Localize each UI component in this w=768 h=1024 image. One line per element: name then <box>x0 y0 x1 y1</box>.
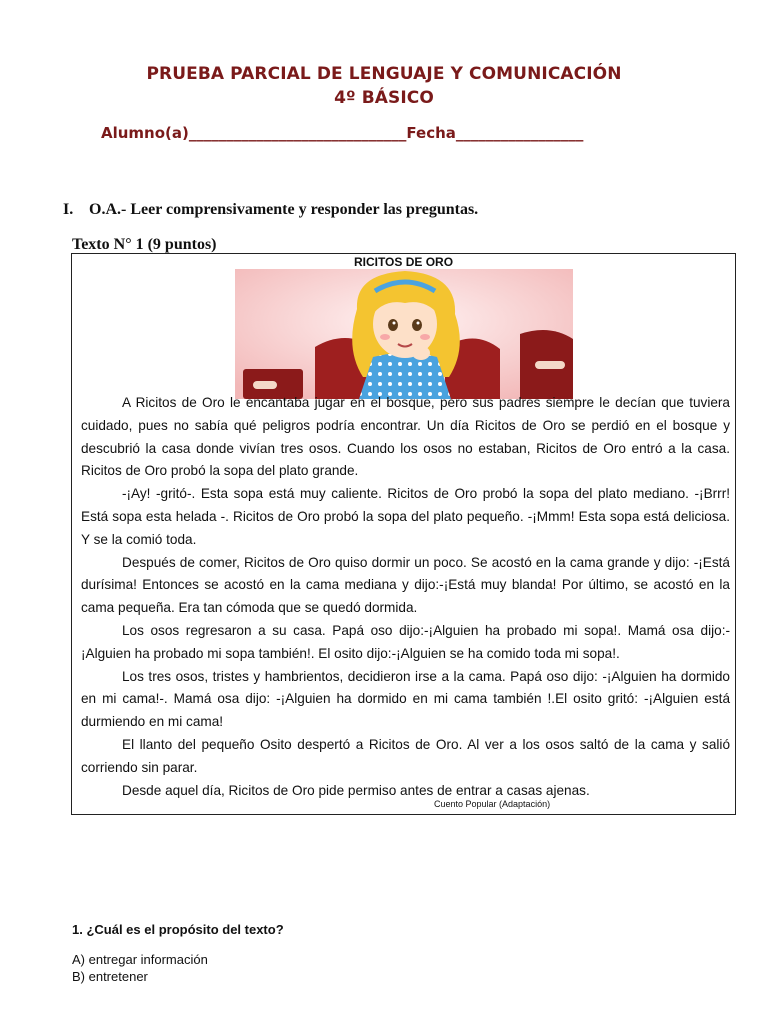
date-label: Fecha <box>406 124 456 142</box>
grade-subtitle: 4º BÁSICO <box>334 88 434 108</box>
goldilocks-illustration <box>235 269 573 399</box>
story-paragraph: A Ricitos de Oro le encantaba jugar en el bosque, pero sus padres siempre le decían que tuviera cuidado, pues no sabía qué peligros podría encontrar. Un día Ricitos de Oro se perdió en el bosque y descubrió la casa donde vivían tres osos. Cuando los osos no estaban, Ricitos de Oro entró a la casa. Ricitos de Oro probó la sopa del plato grande. <box>81 395 730 479</box>
story-paragraph: Desde aquel día, Ricitos de Oro pide permiso antes de entrar a casas ajenas. <box>122 782 590 798</box>
story-paragraph: Los osos regresaron a su casa. Papá oso dijo:-¡Alguien ha probado mi sopa!. Mamá osa dijo:-¡Alguien ha probado mi sopa también!. El osito dijo:-¡Alguien se ha comido toda mi sopa!. <box>81 622 730 661</box>
section-text: O.A.- Leer comprensivamente y responder las preguntas. <box>89 201 479 218</box>
story-paragraph: Los tres osos, tristes y hambrientos, decidieron irse a la cama. Papá oso dijo: -¡Alguien ha dormido en mi cama!-. Mamá osa dijo: -¡Alguien ha dormido en mi cama también !.El osito gritó: -¡Alguien está durmiendo en mi cama! <box>81 668 730 730</box>
section-number: I. <box>63 201 74 218</box>
text-label: Texto N° 1 (9 puntos) <box>72 236 217 253</box>
story-paragraph: Después de comer, Ricitos de Oro quiso dormir un poco. Se acostó en la cama grande y dijo: -¡Está durísima! Entonces se acostó en la cama mediana y dijo:-¡Está muy blanda! Por último, se acostó en la cama pequeña. Era tan cómoda que se quedó dormida. <box>81 554 730 616</box>
story-text <box>81 392 730 802</box>
student-label: Alumno(a) <box>101 124 189 142</box>
section-heading <box>63 201 478 219</box>
story-paragraph: -¡Ay! -gritó-. Esta sopa está muy caliente. Ricitos de Oro probó la sopa del plato mediano. -¡Brrr! Está sopa esta helada -. Ricitos de Oro probó la sopa del plato pequeño. -¡Mmm! Esta sopa está deliciosa. Y se la comió toda. <box>81 486 730 547</box>
student-name-blank[interactable]: _____________________________ <box>188 124 407 142</box>
option-a[interactable]: A) entregar información <box>72 952 208 967</box>
story-title: RICITOS DE ORO <box>353 255 454 269</box>
story-box <box>71 253 736 815</box>
student-date-line <box>101 124 583 142</box>
page-title: PRUEBA PARCIAL DE LENGUAJE Y COMUNICACIÓN <box>146 64 622 84</box>
story-paragraph: El llanto del pequeño Osito despertó a Ricitos de Oro. Al ver a los osos saltó de la cama y salió corriendo sin parar. <box>81 736 730 775</box>
story-source: Cuento Popular (Adaptación) <box>434 799 551 809</box>
option-b[interactable]: B) entretener <box>72 969 148 984</box>
date-blank[interactable]: _________________ <box>455 124 584 142</box>
question-1: 1. ¿Cuál es el propósito del texto? <box>72 922 284 937</box>
